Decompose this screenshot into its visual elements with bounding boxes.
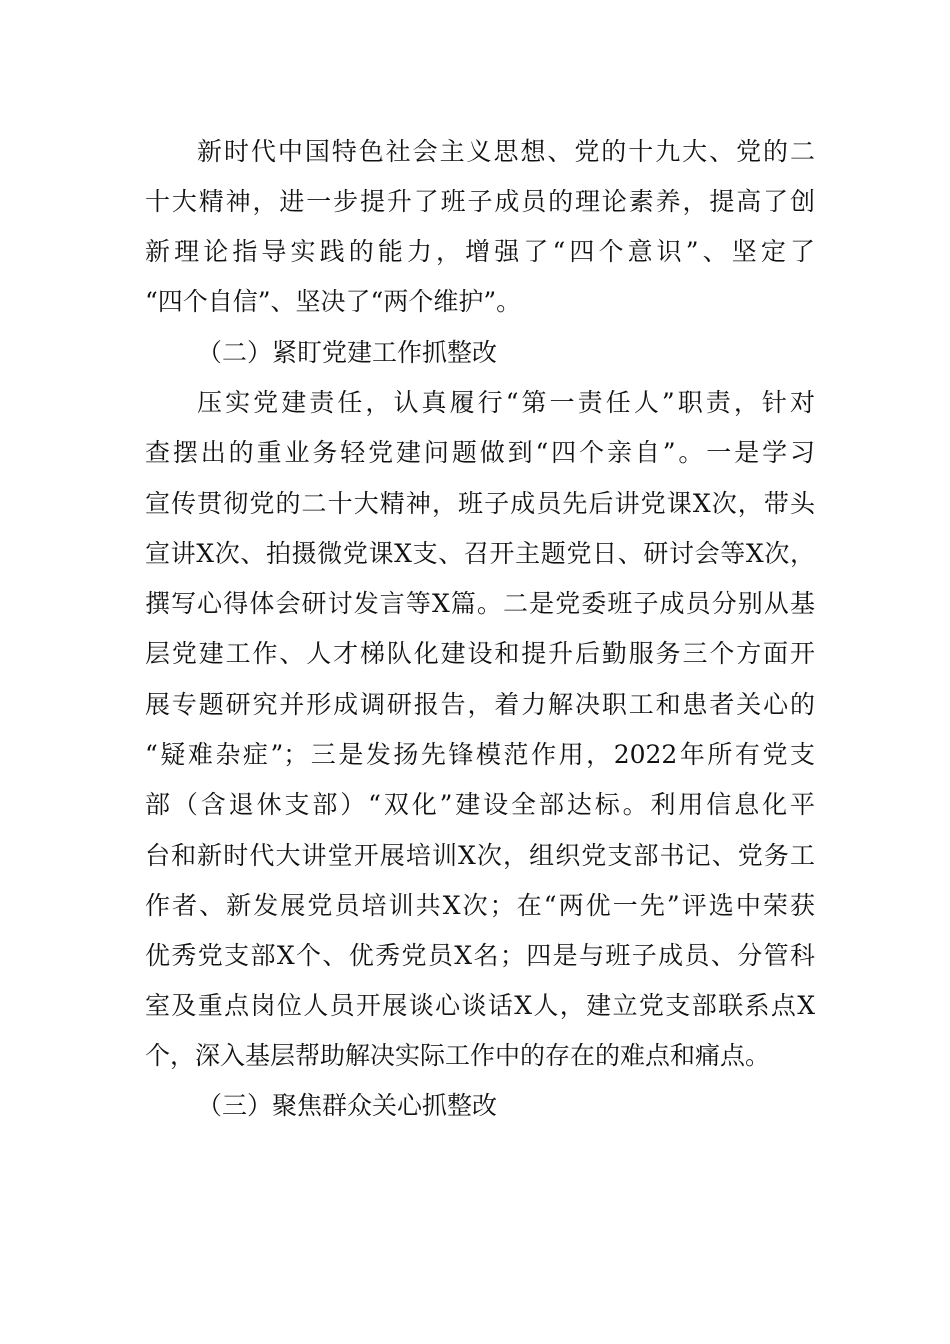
paragraph-line: 部（含退休支部）“双化”建设全部达标。利用信息化平 (145, 790, 815, 819)
paragraph-line: 查摆出的重业务轻党建问题做到“四个亲自”。一是学习 (145, 438, 815, 467)
section-heading: （三）聚焦群众关心抓整改 (197, 1091, 498, 1120)
paragraph-line: “疑难杂症”；三是发扬先锋模范作用，2022年所有党支 (145, 740, 815, 769)
paragraph-line: 撰写心得体会研讨发言等X篇。二是党委班子成员分别从基 (145, 589, 815, 618)
paragraph-line: 个，深入基层帮助解决实际工作中的存在的难点和痛点。 (145, 1041, 771, 1070)
paragraph-line: “四个自信”、坚决了“两个维护”。 (145, 287, 522, 316)
paragraph-line: 十大精神，进一步提升了班子成员的理论素养，提高了创 (145, 187, 815, 216)
paragraph-line: 展专题研究并形成调研报告，着力解决职工和患者关心的 (145, 690, 815, 719)
paragraph-line: 宣传贯彻党的二十大精神，班子成员先后讲党课X次，带头 (145, 489, 815, 518)
paragraph-line: 新时代中国特色社会主义思想、党的十九大、党的二 (197, 137, 815, 166)
paragraph-line: 台和新时代大讲堂开展培训X次，组织党支部书记、党务工 (145, 841, 815, 870)
paragraph-line: 宣讲X次、拍摄微党课X支、召开主题党日、研讨会等X次， (145, 539, 815, 568)
paragraph-line: 新理论指导实践的能力，增强了“四个意识”、坚定了 (145, 237, 815, 266)
paragraph-line: 压实党建责任，认真履行“第一责任人”职责，针对 (197, 388, 815, 417)
paragraph-line: 室及重点岗位人员开展谈心谈话X人，建立党支部联系点X (145, 991, 815, 1020)
paragraph-line: 层党建工作、人才梯队化建设和提升后勤服务三个方面开 (145, 639, 815, 668)
paragraph-line: 优秀党支部X个、优秀党员X名；四是与班子成员、分管科 (145, 941, 815, 970)
section-heading: （二）紧盯党建工作抓整改 (197, 338, 498, 367)
paragraph-line: 作者、新发展党员培训共X次；在“两优一先”评选中荣获 (145, 891, 815, 920)
